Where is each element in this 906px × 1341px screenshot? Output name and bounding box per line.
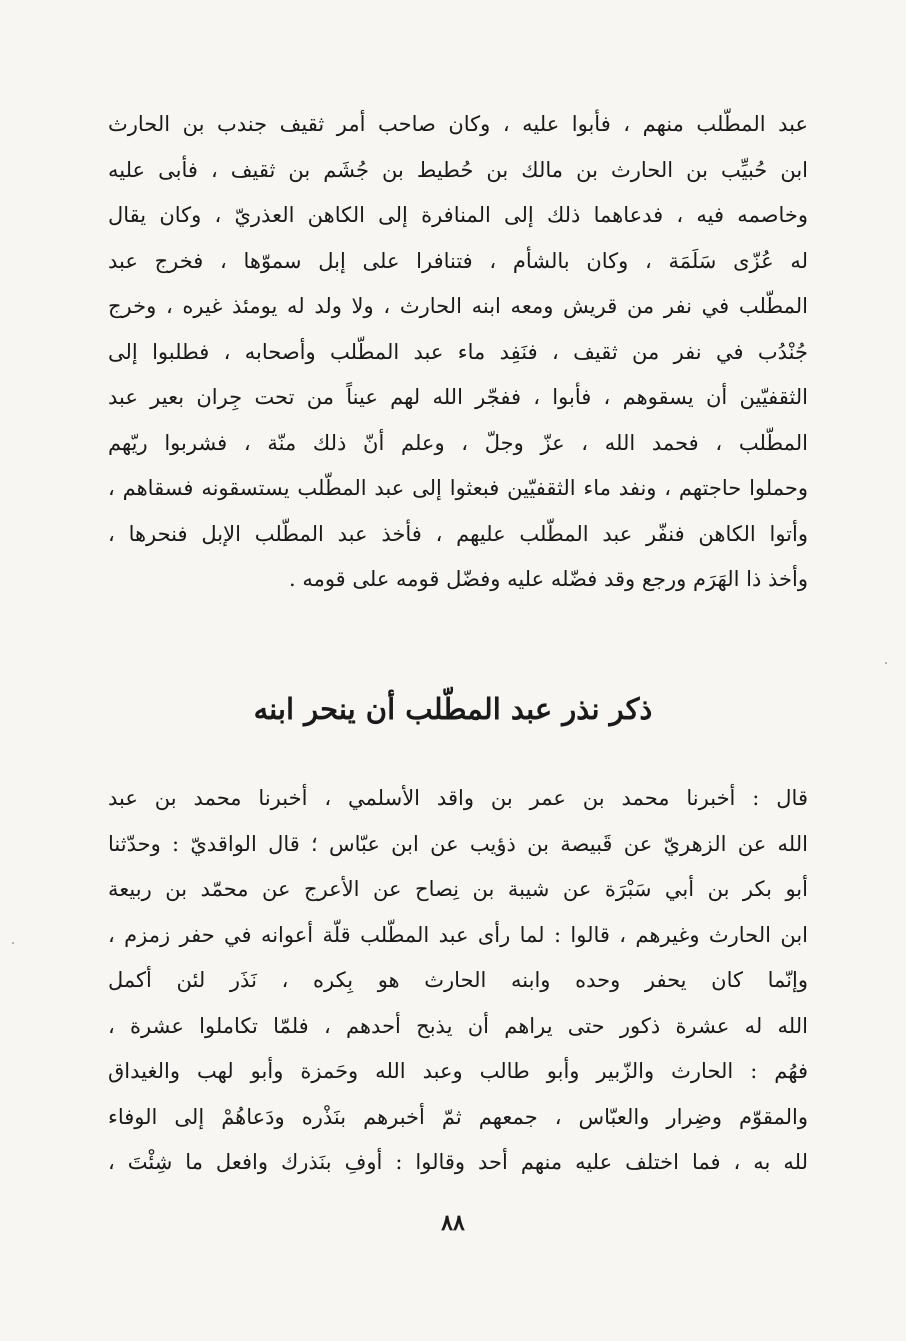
paragraph-2 xyxy=(108,776,808,1186)
text-line: وأخذ ذا الهَرَم ورجع وقد فضّله عليه وفضّل قومه على قومه . xyxy=(288,567,808,591)
text-line: ابن حُبيِّب بن الحارث بن مالك بن حُطيط بن جُشَم بن ثقيف ، فأبى عليه xyxy=(108,157,808,182)
paragraph-1 xyxy=(108,102,808,603)
text-line: الله له عشرة ذكور حتى يراهم أن يذبح أحدهم ، فلمّا تكاملوا عشرة ، xyxy=(108,1013,808,1038)
text-line: المطّلب في نفر من قريش ومعه ابنه الحارث ، ولا ولد له يومئذ غيره ، وخرج xyxy=(108,294,808,318)
text-line: وخاصمه فيه ، فدعاهما ذلك إلى المنافرة إلى الكاهن العذريّ ، وكان يقال xyxy=(108,203,808,227)
text-line: المطّلب ، فحمد الله ، عزّ وجلّ ، وعلم أنّ ذلك منّة ، فشربوا ريّهم xyxy=(108,430,808,455)
text-line: عبد المطّلب منهم ، فأبوا عليه ، وكان صاحب أمر ثقيف جندب بن الحارث xyxy=(108,112,808,136)
page-number: ٨٨ xyxy=(441,1210,465,1236)
text-line: وإنّما كان يحفر وحده وابنه الحارث هو بِكره ، نَذَر لئن أكمل xyxy=(108,968,808,992)
text-line: أبو بكر بن أبي سَبْرَة عن شيبة بن نِصاح عن الأعرج عن محمّد بن ربيعة xyxy=(108,877,808,901)
scan-speck xyxy=(885,662,887,664)
text-line: والمقوّم وضِرار والعبّاس ، جمعهم ثمّ أخبرهم بنَذْره ودَعاهُمْ إلى الوفاء xyxy=(108,1104,808,1129)
text-line: وأتوا الكاهن فنفّر عبد المطّلب عليهم ، فأخذ عبد المطّلب الإبل فنحرها ، xyxy=(108,521,808,546)
text-line: قال : أخبرنا محمد بن عمر بن واقد الأسلمي ، أخبرنا محمد بن عبد xyxy=(108,786,808,810)
text-line: فهُم : الحارث والزّبير وأبو طالب وعبد الله وحَمزة وأبو لهب والغيداق xyxy=(108,1059,808,1083)
text-line: جُنْدُب في نفر من ثقيف ، فنَفِد ماء عبد المطّلب وأصحابه ، فطلبوا إلى xyxy=(108,339,808,364)
scan-speck xyxy=(12,942,14,944)
text-line: وحملوا حاجتهم ، ونفد ماء الثقفيّين فبعثوا إلى عبد المطّلب يستسقونه فسقاهم ، xyxy=(108,476,808,500)
text-line: الثقفيّين أن يسقوهم ، فأبوا ، ففجّر الله لهم عيناً من تحت جِران بعير عبد xyxy=(108,385,808,409)
text-line: الله عن الزهريّ عن قَبيصة بن ذؤيب عن ابن عبّاس ؛ قال الواقديّ : وحدّثنا xyxy=(108,831,808,856)
text-line: لله به ، فما اختلف عليه منهم أحد وقالوا : أوفِ بنَذرك وافعل ما شِئْتَ ، xyxy=(108,1150,808,1174)
text-line: ابن الحارث وغيرهم ، قالوا : لما رأى عبد المطّلب قلّة أعوانه في حفر زمزم ، xyxy=(108,922,808,947)
text-line: له عُزّى سَلَمَة ، وكان بالشأم ، فتنافرا على إبل سموّها ، فخرج عبد xyxy=(108,248,808,273)
section-heading: ذكر نذر عبد المطّلب أن ينحر ابنه xyxy=(253,692,653,726)
